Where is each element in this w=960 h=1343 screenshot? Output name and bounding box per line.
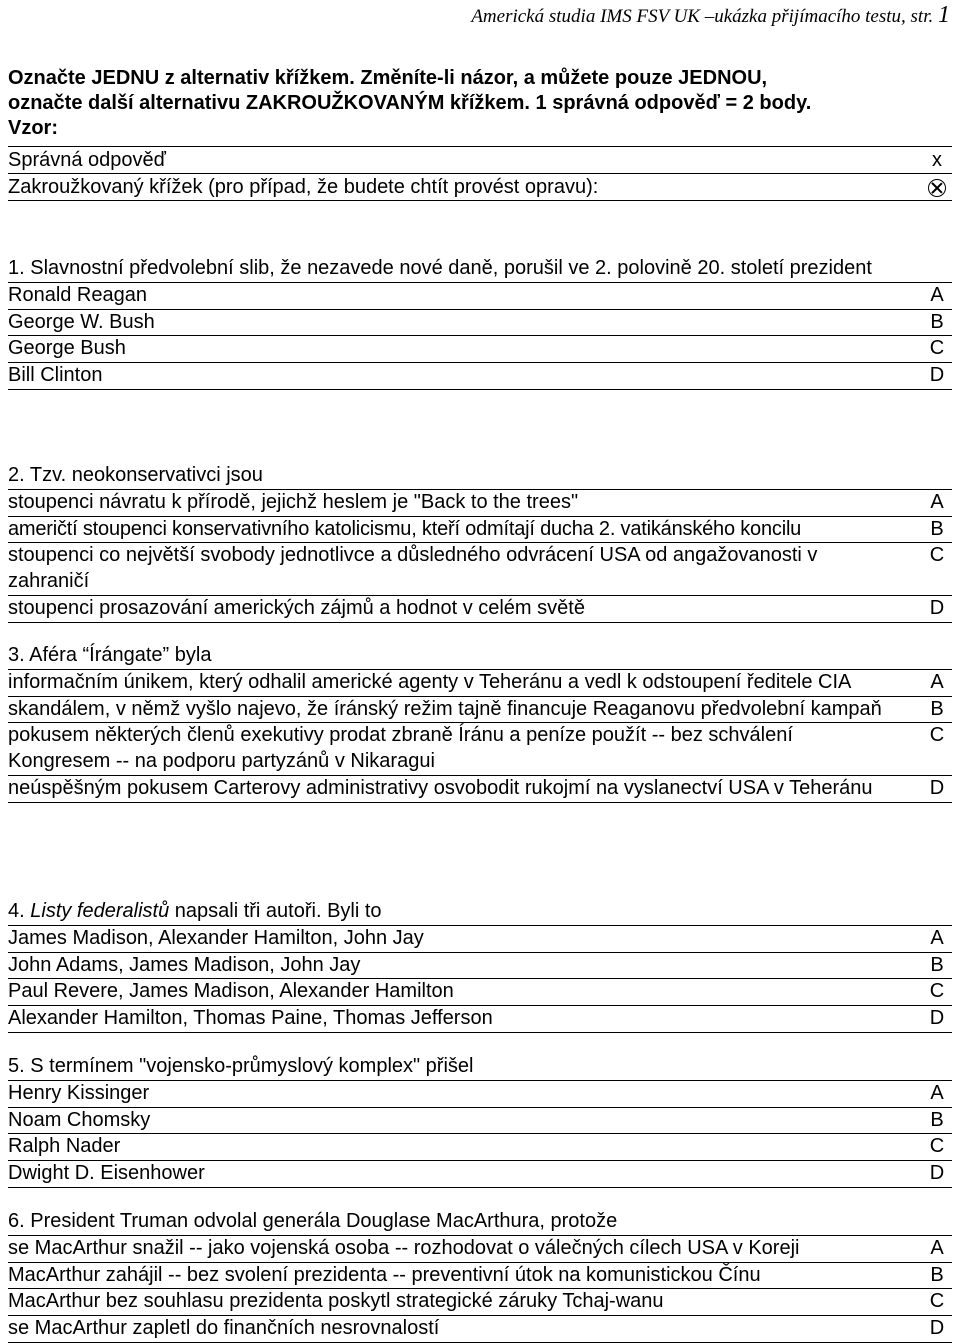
question-title: 5. S termínem "vojensko-průmyslový komplex" přišel: [8, 1055, 474, 1077]
option-b[interactable]: [8, 697, 952, 724]
option-letter: A: [930, 1236, 944, 1259]
header-text: Americká studia IMS FSV UK –ukázka přijímacího testu, str.: [471, 6, 938, 27]
question-title: 3. Aféra “Írángate” byla: [8, 644, 212, 666]
option-a[interactable]: [8, 282, 952, 310]
option-a[interactable]: [8, 669, 952, 697]
option-letter: B: [930, 1263, 944, 1286]
option-b[interactable]: [8, 517, 952, 544]
page-number: 1: [938, 2, 950, 28]
option-d[interactable]: [8, 776, 952, 803]
option-text: Alexander Hamilton, Thomas Paine, Thomas Jefferson: [8, 1007, 493, 1030]
question-title: 2. Tzv. neokonservativci jsou: [8, 464, 263, 486]
option-b[interactable]: [8, 1108, 952, 1135]
option-text: se MacArthur zapletl do finančních nesrovnalostí: [8, 1317, 440, 1340]
option-text: Bill Clinton: [8, 364, 103, 387]
option-d[interactable]: [8, 1316, 952, 1343]
question-6: [8, 1209, 952, 1343]
option-c[interactable]: [8, 1134, 952, 1161]
option-letter: A: [930, 1081, 944, 1104]
option-letter: B: [930, 697, 944, 720]
option-b[interactable]: [8, 953, 952, 980]
question-2: [8, 463, 952, 623]
option-text: George W. Bush: [8, 310, 155, 333]
option-text: stoupenci prosazování amerických zájmů a hodnot v celém světě: [8, 596, 585, 619]
option-text: neúspěšným pokusem Carterovy administrativy osvobodit rukojmí na vyslanectví USA v Teheránu: [8, 776, 873, 799]
option-letter: B: [930, 517, 944, 540]
option-c[interactable]: [8, 979, 952, 1006]
instruction-line-2: označte další alternativu ZAKROUŽKOVANÝM křížkem. 1 správná odpověď = 2 body.: [8, 92, 812, 114]
option-text: MacArthur zahájil -- bez svolení prezidenta -- preventivní útok na komunistickou Čínu: [8, 1263, 761, 1286]
option-text: Henry Kissinger: [8, 1081, 150, 1104]
option-letter: C: [929, 337, 945, 360]
option-a[interactable]: [8, 1080, 952, 1108]
option-c[interactable]: [8, 543, 952, 596]
option-text: američtí stoupenci konservativního katolicismu, kteří odmítají ducha 2. vatikánského koncilu: [8, 517, 802, 540]
option-letter: C: [929, 724, 945, 747]
option-letter: C: [929, 1290, 945, 1313]
option-letter: A: [930, 490, 944, 513]
option-text: James Madison, Alexander Hamilton, John Jay: [8, 926, 424, 949]
option-text: George Bush: [8, 337, 126, 360]
example-circled-label: Zakroužkovaný křížek (pro případ, že budete chtít provést opravu):: [8, 176, 599, 198]
option-text: pokusem některých členů exekutivy prodat zbraně Íránu a peníze použít -- bez schválení Kongresem -- na podporu partyzánů v Nikaragui: [8, 724, 793, 773]
option-text: stoupenci návratu k přírodě, jejichž heslem je "Back to the trees": [8, 490, 579, 513]
instructions: [8, 66, 952, 141]
option-b[interactable]: [8, 310, 952, 337]
option-letter: D: [929, 1317, 945, 1340]
page-header: [471, 2, 950, 29]
question-title: 4. Listy federalistů napsali tři autoři. Byli to: [8, 900, 382, 922]
option-text: Ralph Nader: [8, 1135, 121, 1158]
option-letter: D: [929, 596, 945, 619]
option-d[interactable]: [8, 1006, 952, 1033]
option-text: MacArthur bez souhlasu prezidenta poskytl strategické záruky Tchaj-wanu: [8, 1290, 664, 1313]
option-text: stoupenci co největší svobody jednotlivce a důsledného odvrácení USA od angažovanosti v zahraničí: [8, 544, 818, 593]
question-title: 1. Slavnostní předvolební slib, že nezavede nové daně, porušil ve 2. polovině 20. století prezident: [8, 257, 872, 279]
option-b[interactable]: [8, 1263, 952, 1290]
option-letter: C: [929, 1135, 945, 1158]
option-text: John Adams, James Madison, John Jay: [8, 953, 361, 976]
option-letter: D: [929, 1007, 945, 1030]
option-letter: D: [929, 1162, 945, 1185]
option-letter: B: [930, 953, 944, 976]
question-4: [8, 899, 952, 1033]
example-correct-row: [8, 146, 952, 174]
question-title: 6. President Truman odvolal generála Douglase MacArthura, protože: [8, 1210, 618, 1232]
option-c[interactable]: [8, 1289, 952, 1316]
option-letter: C: [929, 544, 945, 567]
option-letter: D: [929, 776, 945, 799]
circled-cross-icon: [928, 179, 946, 197]
option-letter: A: [930, 670, 944, 693]
option-letter: B: [930, 1108, 944, 1131]
question-3: [8, 643, 952, 803]
option-a[interactable]: [8, 1235, 952, 1263]
option-a[interactable]: [8, 489, 952, 517]
instruction-line-1: Označte JEDNU z alternativ křížkem. Změníte-li názor, a můžete pouze JEDNOU,: [8, 67, 768, 89]
example-circled-row: [8, 174, 952, 201]
option-text: informačním únikem, který odhalil americké agenty v Teheránu a vedl k odstoupení ředitele CIA: [8, 670, 852, 693]
option-c[interactable]: [8, 336, 952, 363]
option-d[interactable]: [8, 1161, 952, 1188]
example-table: [8, 146, 952, 201]
example-correct-label: Správná odpověď: [8, 149, 166, 171]
option-text: Noam Chomsky: [8, 1108, 151, 1131]
option-letter: C: [929, 980, 945, 1003]
question-5: [8, 1054, 952, 1188]
option-letter: B: [930, 310, 944, 333]
cross-mark-icon: x: [932, 149, 942, 171]
option-a[interactable]: [8, 925, 952, 953]
option-text: Dwight D. Eisenhower: [8, 1162, 205, 1185]
option-letter: D: [929, 364, 945, 387]
option-letter: A: [930, 926, 944, 949]
question-1: [8, 256, 952, 390]
option-text: Ronald Reagan: [8, 283, 147, 306]
option-text: se MacArthur snažil -- jako vojenská osoba -- rozhodovat o válečných cílech USA v Koreji: [8, 1236, 800, 1259]
option-d[interactable]: [8, 363, 952, 390]
option-c[interactable]: [8, 723, 952, 776]
option-text: skandálem, v němž vyšlo najevo, že íránský režim tajně financuje Reaganovu předvolební kampaň: [8, 697, 882, 720]
instruction-line-3: Vzor:: [8, 117, 58, 139]
book-title: Listy federalistů: [30, 900, 170, 922]
option-text: Paul Revere, James Madison, Alexander Hamilton: [8, 980, 454, 1003]
option-d[interactable]: [8, 596, 952, 623]
option-letter: A: [930, 283, 944, 306]
